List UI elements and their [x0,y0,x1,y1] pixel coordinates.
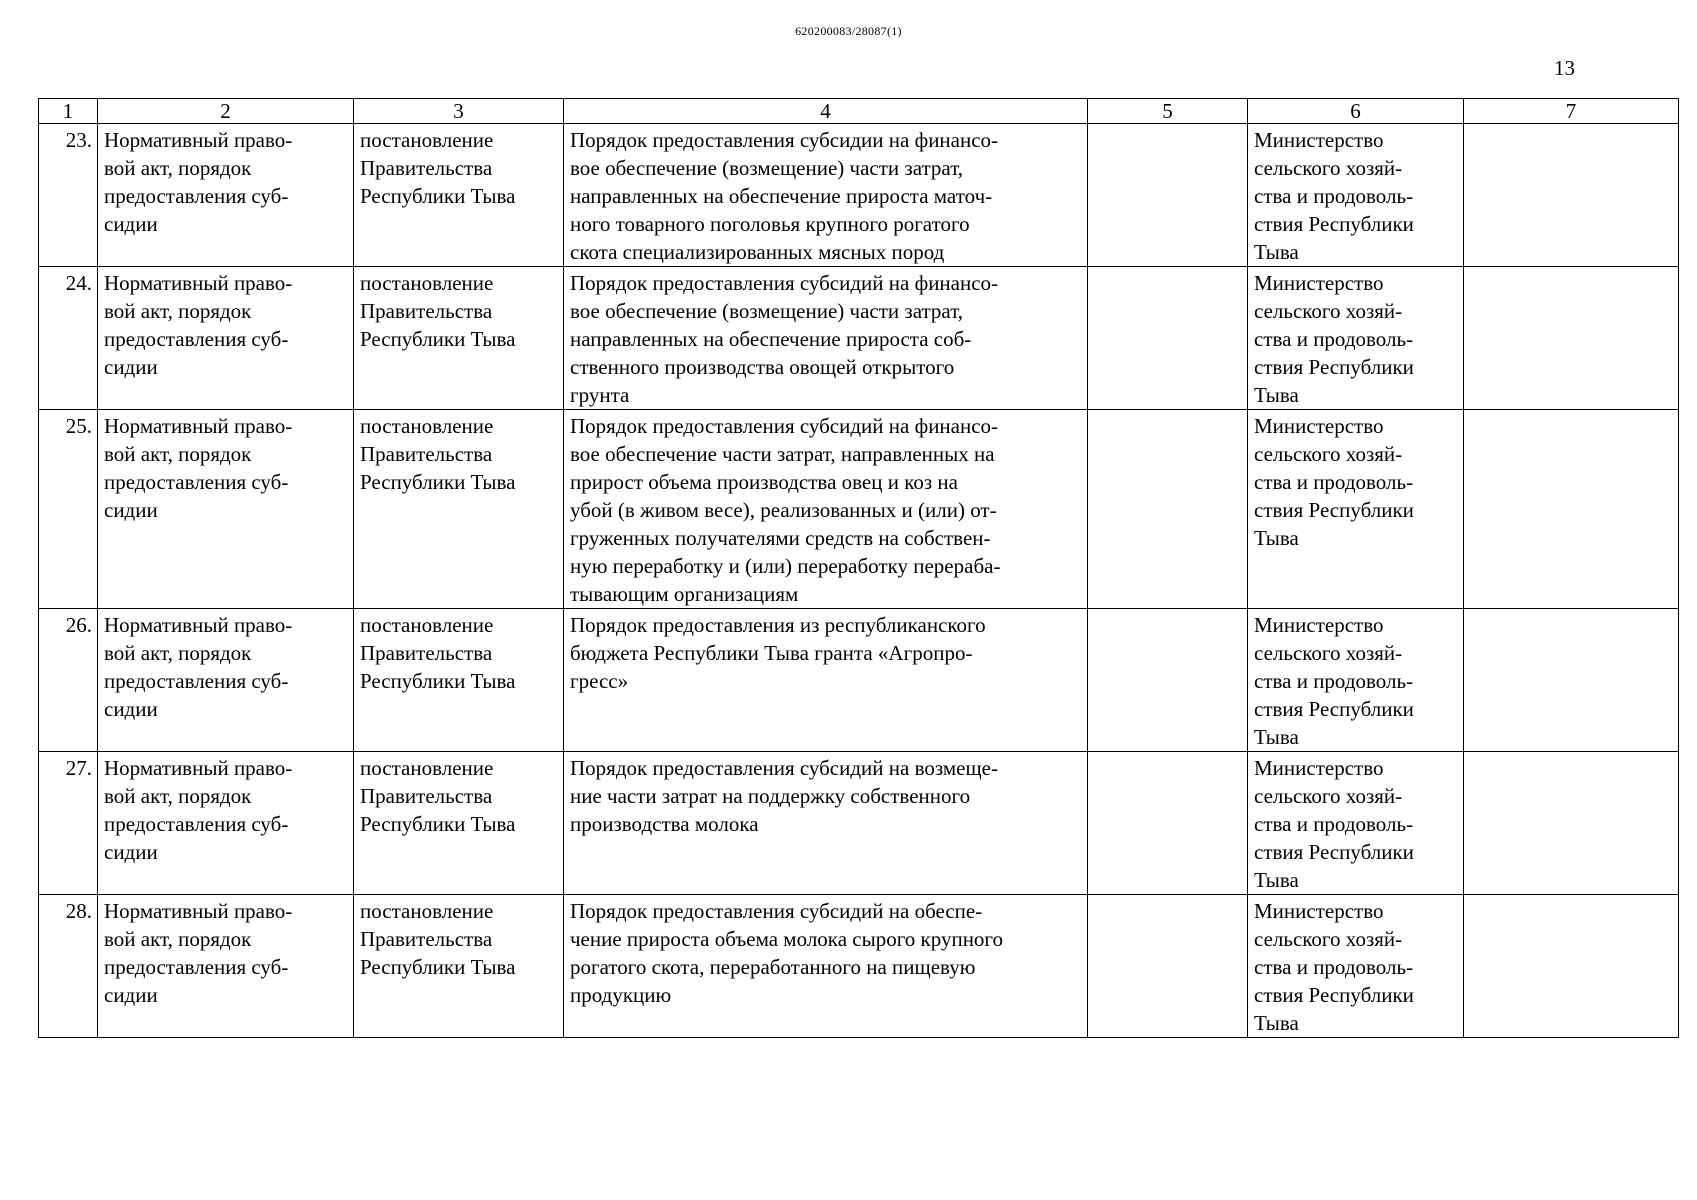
column-7-cell [1464,609,1679,752]
table-row [39,895,1679,1038]
column-5-cell [1088,267,1248,410]
column-header-1: 1 [39,99,98,124]
column-header-6: 6 [1248,99,1464,124]
act-type: Нормативный право- вой акт, порядок предоставления суб- сидии [98,410,354,609]
column-7-cell [1464,752,1679,895]
act-form: постановление Правительства Республики Тыва [354,895,564,1038]
column-header-4: 4 [564,99,1088,124]
responsible-executor: Министерство сельского хозяй- ства и продоволь- ствия Республики Тыва [1248,124,1464,267]
column-7-cell [1464,410,1679,609]
row-number: 23. [39,124,98,267]
act-type: Нормативный право- вой акт, порядок предоставления суб- сидии [98,124,354,267]
responsible-executor: Министерство сельского хозяй- ства и продоволь- ствия Республики Тыва [1248,752,1464,895]
column-header-7: 7 [1464,99,1679,124]
table-row [39,124,1679,267]
column-7-cell [1464,267,1679,410]
column-5-cell [1088,410,1248,609]
act-form: постановление Правительства Республики Тыва [354,410,564,609]
row-number: 24. [39,267,98,410]
row-number: 25. [39,410,98,609]
table-header-row [39,99,1679,124]
page-number: 13 [1554,56,1575,80]
responsible-executor: Министерство сельского хозяй- ства и продоволь- ствия Республики Тыва [1248,609,1464,752]
row-number: 28. [39,895,98,1038]
column-7-cell [1464,895,1679,1038]
column-5-cell [1088,609,1248,752]
column-5-cell [1088,752,1248,895]
act-form: постановление Правительства Республики Тыва [354,124,564,267]
act-name: Порядок предоставления из республиканского бюджета Республики Тыва гранта «Агропро- гресс» [564,609,1088,752]
table-row [39,410,1679,609]
responsible-executor: Министерство сельского хозяй- ства и продоволь- ствия Республики Тыва [1248,267,1464,410]
table-row [39,752,1679,895]
act-name: Порядок предоставления субсидий на возмеще- ние части затрат на поддержку собственного производства молока [564,752,1088,895]
act-name: Порядок предоставления субсидий на финансо- вое обеспечение части затрат, направленных на прирост объема производства овец и коз на убой (в живом весе), реализованных и (или) от- груженных получателями средств на собствен- ную переработку и (или) переработку перераба- тывающим организациям [564,410,1088,609]
act-form: постановление Правительства Республики Тыва [354,752,564,895]
act-type: Нормативный право- вой акт, порядок предоставления суб- сидии [98,609,354,752]
column-header-3: 3 [354,99,564,124]
responsible-executor: Министерство сельского хозяй- ства и продоволь- ствия Республики Тыва [1248,895,1464,1038]
act-type: Нормативный право- вой акт, порядок предоставления суб- сидии [98,895,354,1038]
column-header-5: 5 [1088,99,1248,124]
act-name: Порядок предоставления субсидий на финансо- вое обеспечение (возмещение) части затрат, направленных на обеспечение прироста соб- ственного производства овощей открытого грунта [564,267,1088,410]
table-row [39,267,1679,410]
act-form: постановление Правительства Республики Тыва [354,609,564,752]
act-name: Порядок предоставления субсидий на обеспе- чение прироста объема молока сырого крупного рогатого скота, переработанного на пищевую продукцию [564,895,1088,1038]
act-type: Нормативный право- вой акт, порядок предоставления суб- сидии [98,752,354,895]
measures-table [38,98,1679,1038]
column-7-cell [1464,124,1679,267]
responsible-executor: Министерство сельского хозяй- ства и продоволь- ствия Республики Тыва [1248,410,1464,609]
column-5-cell [1088,895,1248,1038]
row-number: 26. [39,609,98,752]
act-type: Нормативный право- вой акт, порядок предоставления суб- сидии [98,267,354,410]
row-number: 27. [39,752,98,895]
column-5-cell [1088,124,1248,267]
table-row [39,609,1679,752]
act-form: постановление Правительства Республики Тыва [354,267,564,410]
column-header-2: 2 [98,99,354,124]
document-code: 620200083/28087(1) [795,24,902,38]
act-name: Порядок предоставления субсидии на финансо- вое обеспечение (возмещение) части затрат, направленных на обеспечение прироста маточ- ного товарного поголовья крупного рогатого скота специализированных мясных пород [564,124,1088,267]
